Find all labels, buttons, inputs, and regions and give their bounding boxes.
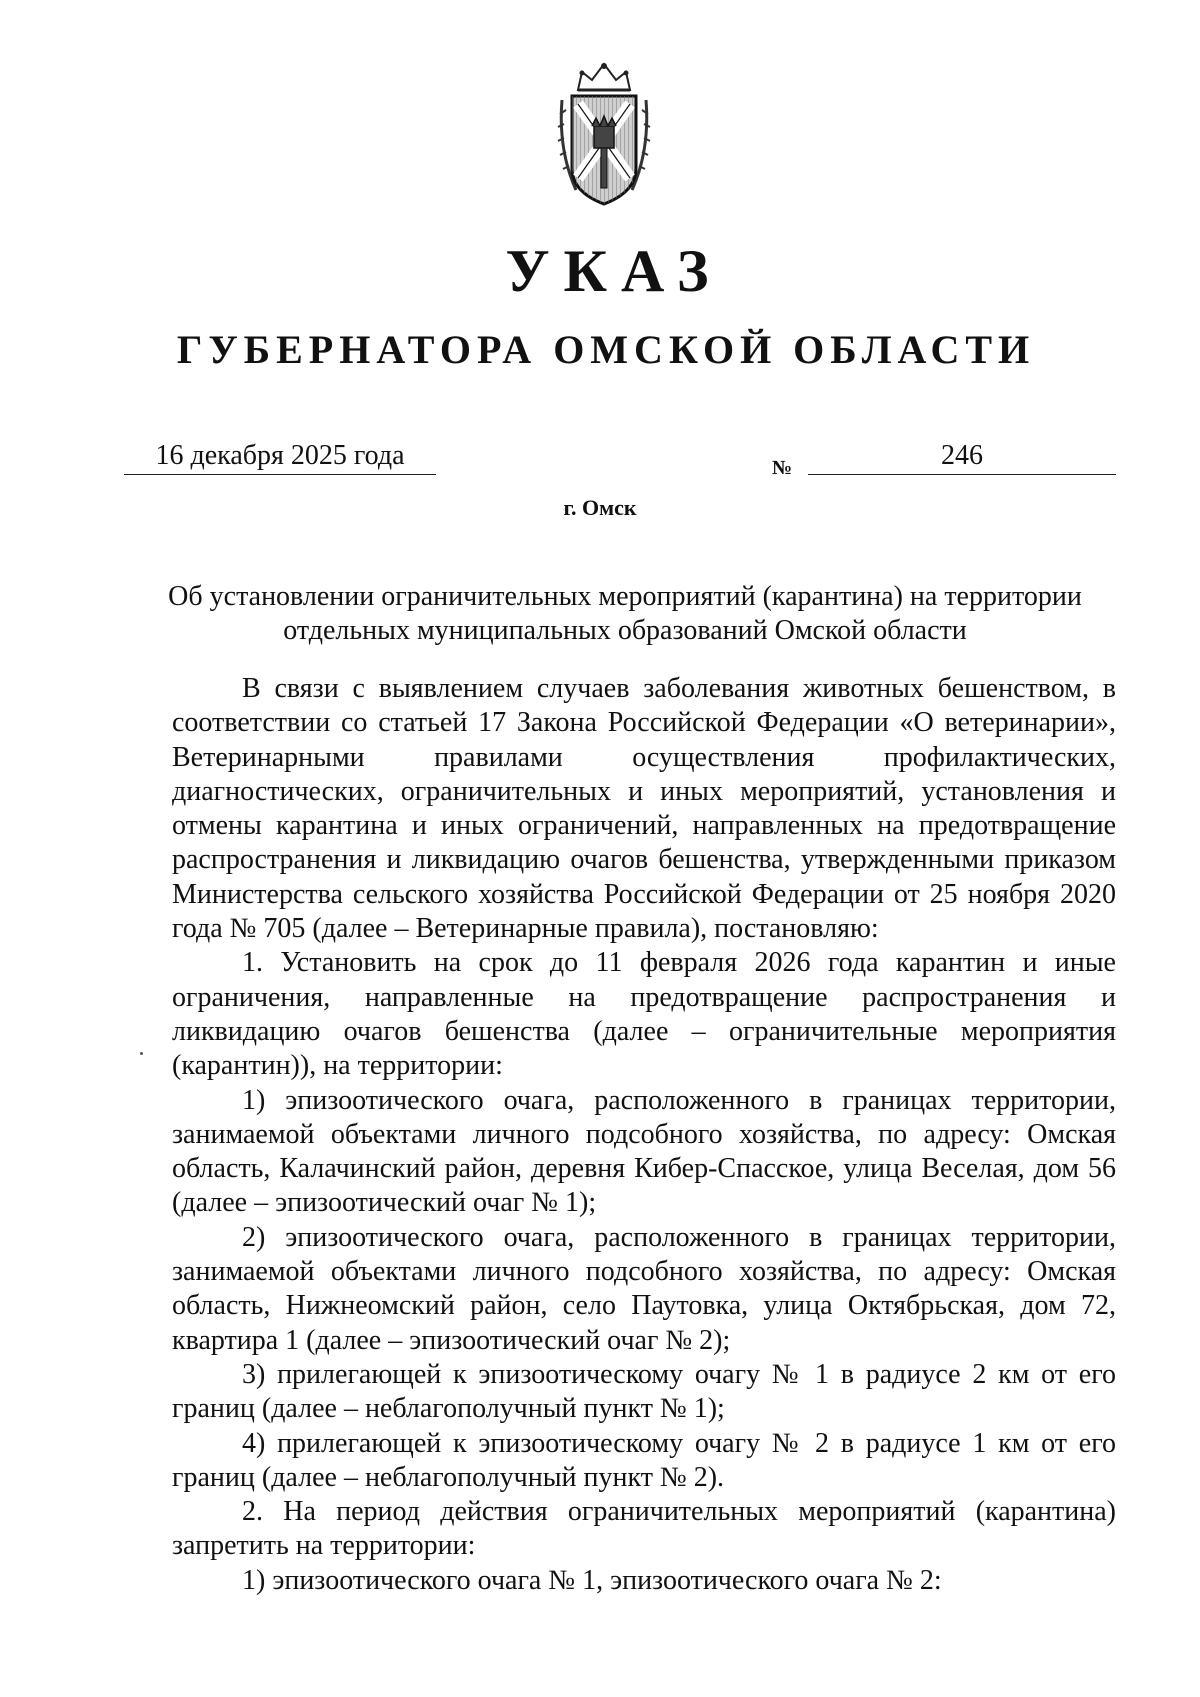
decree-heading-line: отдельных муниципальных образований Омской области: [283, 615, 967, 646]
clause-1-item-3: 3) прилегающей к эпизоотическому очагу № 1 в радиусе 2 км от его границ (далее – неблагополучный пункт № 1);: [172, 1358, 1116, 1425]
clause-1: 1. Установить на срок до 11 февраля 2026 года карантин и иные ограничения, направленные на предотвращение распространения и ликвидацию очагов бешенства (далее – ограничительные мероприятия (карантин)), на территории:: [172, 947, 1116, 1082]
decree-body: [172, 672, 1116, 1598]
decree-date: 16 декабря 2025 года: [124, 439, 436, 475]
decree-issuer: ГУБЕРНАТОРА ОМСКОЙ ОБЛАСТИ: [176, 327, 1036, 372]
clause-1-item-1: 1) эпизоотического очага, расположенного в границах территории, занимаемой объектами личного подсобного хозяйства, по адресу: Омская область, Калачинский район, деревня Кибер-Спасское, улица Веселая, дом 56 (далее – эпизоотический очаг № 1);: [172, 1084, 1116, 1219]
decree-number: 246: [808, 439, 1116, 475]
clause-1-item-2: 2) эпизоотического очага, расположенного в границах территории, занимаемой объектами личного подсобного хозяйства, по адресу: Омская область, Нижнеомский район, село Паутовка, улица Октябрьская, дом 72, квартира 1 (далее – эпизоотический очаг № 2);: [172, 1221, 1116, 1356]
decree-heading-line: Об установлении ограничительных мероприятий (карантина) на территории: [168, 581, 1082, 612]
preamble-paragraph: В связи с выявлением случаев заболевания животных бешенством, в соответствии со статьей 17 Закона Российской Федерации «О ветеринарии», Ветеринарными правилами осуществления профилактических, диагностических, ограничительных и иных мероприятий, установления и отмены карантина и иных ограничений, направленных на предотвращение распространения и ликвидацию очагов бешенства, утвержденными приказом Министерства сельского хозяйства Российской Федерации от 25 ноября 2020 года № 705 (далее – Ветеринарные правила), постановляю:: [172, 673, 1116, 945]
omsk-coat-of-arms-icon: [556, 60, 652, 210]
clause-2-item-1: 1) эпизоотического очага № 1, эпизоотического очага № 2:: [242, 1564, 942, 1596]
scan-speck: [140, 1052, 143, 1055]
issue-city: г. Омск: [563, 495, 637, 520]
decree-heading: [150, 580, 1100, 648]
clause-2: 2. На период действия ограничительных мероприятий (карантина) запретить на территории:: [172, 1496, 1116, 1562]
number-sign: №: [772, 457, 793, 479]
clause-1-item-4: 4) прилегающей к эпизоотическому очагу № 2 в радиусе 1 км от его границ (далее – неблагополучный пункт № 2).: [172, 1427, 1116, 1493]
decree-title: УКАЗ: [505, 238, 723, 304]
